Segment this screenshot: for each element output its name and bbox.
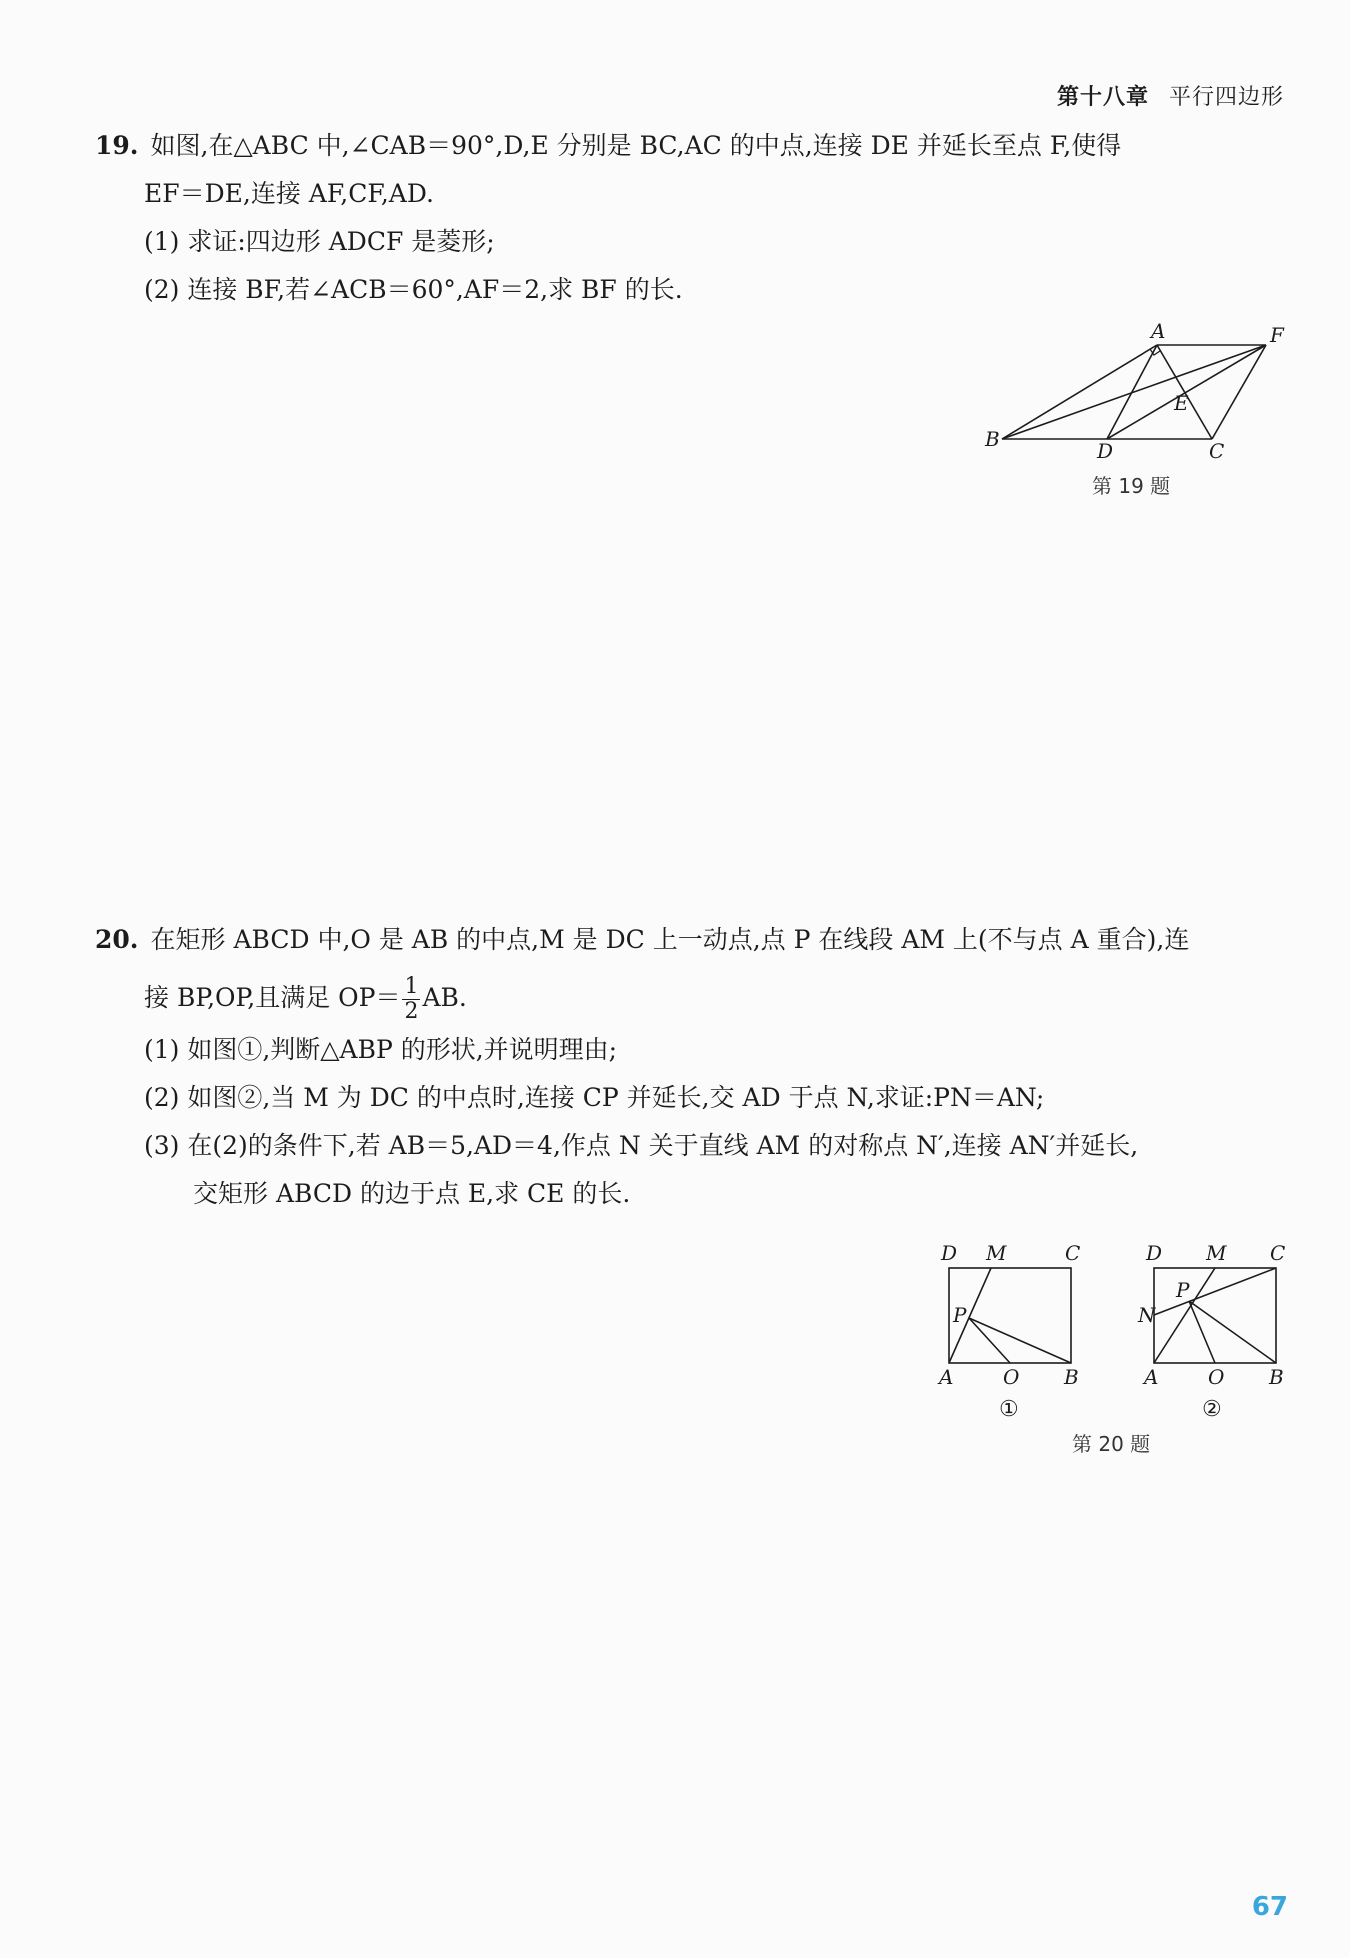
chapter-title: 第十八章 <box>1056 85 1149 110</box>
problem-19-text-1: 如图,在△ABC 中,∠CAB＝90°,D,E 分别是 BC,AC 的中点,连接 DE 并延长至点 F,使得 <box>150 131 1122 160</box>
label-o: O <box>1003 1365 1020 1389</box>
label-o: O <box>1208 1365 1225 1389</box>
problem-19-line-1 <box>95 122 1290 170</box>
problem-20-part-1: (1) 如图①,判断△ABP 的形状,并说明理由; <box>144 1035 618 1064</box>
problem-19-part-1: (1) 求证:四边形 ADCF 是菱形; <box>144 227 495 256</box>
label-c: C <box>1065 1241 1081 1265</box>
problem-20-number: 20. <box>95 925 139 954</box>
problem-20-text-2b: AB. <box>422 983 467 1012</box>
label-c: C <box>1270 1241 1286 1265</box>
figure-20-2 <box>1138 1240 1298 1424</box>
label-d: D <box>941 1241 958 1265</box>
label-m: M <box>986 1241 1007 1265</box>
problem-19-number: 19. <box>95 131 139 160</box>
page-header <box>1057 80 1284 111</box>
label-a: A <box>1144 1365 1159 1389</box>
problem-20-part-3-cont: 交矩形 ABCD 的边于点 E,求 CE 的长. <box>193 1179 631 1208</box>
label-d: D <box>1097 439 1114 463</box>
problem-20-part-2: (2) 如图②,当 M 为 DC 的中点时,连接 CP 并延长,交 AD 于点 N,求证:PN＝AN; <box>144 1083 1045 1112</box>
rectangle-abcd <box>1154 1268 1276 1363</box>
problem-19-part-2: (2) 连接 BF,若∠ACB＝60°,AF＝2,求 BF 的长. <box>144 275 683 304</box>
figure-19-diagram <box>985 319 1285 463</box>
rectangle-abcd <box>949 1268 1071 1363</box>
segment-nc <box>1154 1268 1276 1315</box>
figure-20-caption: 第 20 题 <box>1072 1432 1151 1456</box>
label-a: A <box>1151 319 1166 343</box>
label-e: E <box>1174 391 1189 415</box>
label-b: B <box>1064 1365 1079 1389</box>
problem-20-part-3: (3) 在(2)的条件下,若 AB＝5,AD＝4,作点 N 关于直线 AM 的对称点 N′,连接 AN′并延长, <box>144 1131 1139 1160</box>
problem-20 <box>95 916 1290 1218</box>
problem-20-line-1 <box>95 916 1290 964</box>
problem-20-text-2a: 接 BP,OP,且满足 OP＝ <box>144 983 401 1012</box>
label-f: F <box>1270 323 1284 347</box>
problem-19 <box>95 122 1290 314</box>
figure-19-caption: 第 19 题 <box>1092 474 1171 498</box>
problem-19-line-2: EF＝DE,连接 AF,CF,AD. <box>144 179 434 208</box>
label-n: N <box>1138 1303 1156 1327</box>
figure-20-2-diagram <box>1138 1240 1298 1420</box>
fraction-denominator: 2 <box>404 999 419 1024</box>
figure-19 <box>985 320 1285 464</box>
figure-20-1 <box>935 1240 1095 1424</box>
figure-20-1-sublabel: ① <box>999 1397 1019 1422</box>
problem-20-line-2 <box>95 970 1290 1026</box>
segment-po <box>969 1318 1010 1363</box>
label-c: C <box>1209 439 1225 463</box>
label-p: P <box>953 1303 967 1327</box>
fraction-one-half <box>402 975 420 1024</box>
label-p: P <box>1176 1278 1190 1302</box>
segment-pb <box>969 1318 1071 1363</box>
figure-20-1-diagram <box>935 1240 1095 1420</box>
section-title: 平行四边形 <box>1168 85 1284 110</box>
problem-20-text-1: 在矩形 ABCD 中,O 是 AB 的中点,M 是 DC 上一动点,点 P 在线段 AM 上(不与点 A 重合),连 <box>150 925 1190 954</box>
label-m: M <box>1206 1241 1227 1265</box>
page-number: 67 <box>1251 1892 1288 1922</box>
label-d: D <box>1146 1241 1163 1265</box>
label-b: B <box>1269 1365 1284 1389</box>
figure-20-2-sublabel: ② <box>1202 1397 1222 1422</box>
label-b: B <box>985 427 1000 451</box>
label-a: A <box>939 1365 954 1389</box>
segment-fc <box>1212 345 1266 439</box>
fraction-numerator: 1 <box>404 974 419 999</box>
